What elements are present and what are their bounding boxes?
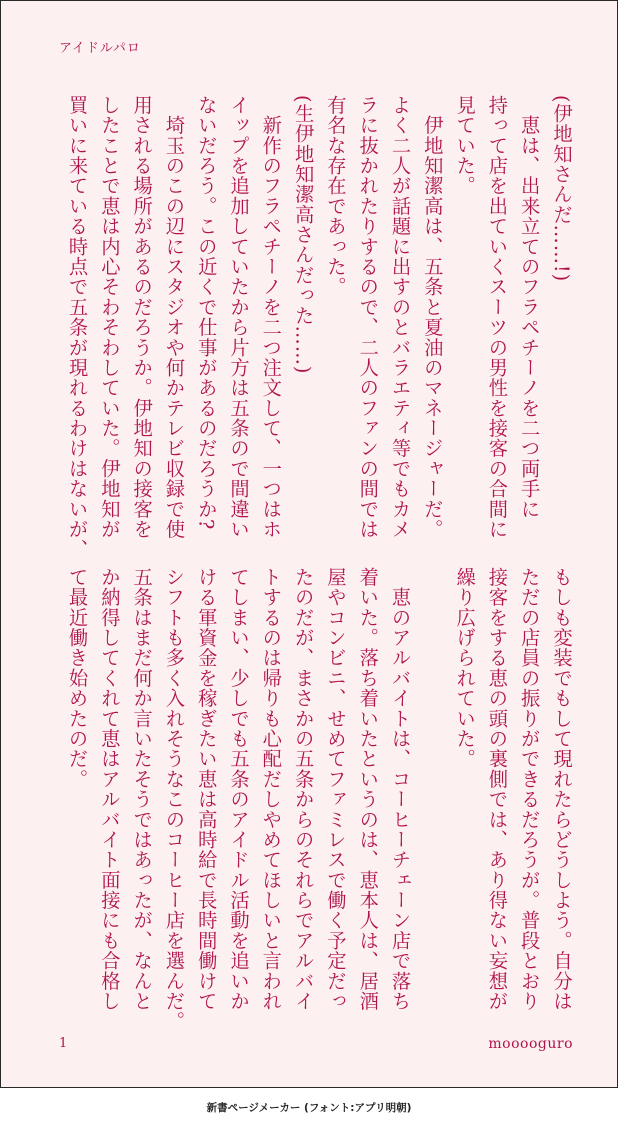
author-name: mooooguro	[488, 1036, 573, 1052]
generator-caption: 新書ページメーカー (フォント:アプリ明朝)	[206, 1102, 412, 1114]
text-block-top: (伊地知さんだ……!) 恵は、出来立てのフラペチーノを二つ両手に 持って店を出ていくスーツの男性を接客の合間に 見ていた。 伊地知潔高は、五条と夏油のマネージャーだ。 よく二人が話題に出すのとバラエティ等でもカメ ラに抜かれたりするので、二人のファンの間では 有名な存在であった。 (生伊地知潔高さんだった……) 新作のフラペチーノを二つ注文して、一つはホ イップを追加していたから片方は五条ので間違い ないだろう。この近くで仕事があるのだろうか? 埼玉のこの辺にスタジオや何かテレビ収録で使 用される場所があるのだろうか。伊地知の接客を したことで恵は内心そわそわしていた。伊地知が 買いに来ている時点で五条が現れるわけはないが、	[65, 95, 573, 560]
text-block-bottom: もしも変装でもして現れたらどうしよう。自分は ただの店員の振りができるだろうが。普段とおり 接客をする恵の頭の裏側では、あり得ない妄想が 繰り広げられていた。 恵のアルバイトは、コーヒーチェーン店で落ち 着いた。落ち着いたというのは、恵本人は、居酒 屋やコンビニ、せめてファミレスで働く予定だっ たのだが、まさかの五条からのそれらでアルバイ トするのは帰りも心配だしやめてほしいと言われ てしまい、少しでも五条のアイドル活動を追いか ける軍資金を稼ぎたい恵は高時給で長時間働けて シフトも多く入れそうなこのコーヒー店を選んだ。 五条はまだ何か言いたそうではあったが、なんと か納得してくれて恵はアルバイト面接にも合格し て最近働き始めたのだ。	[65, 567, 573, 1032]
page-number: 1	[59, 1036, 68, 1051]
page-header-title: アイドルパロ	[59, 41, 141, 56]
